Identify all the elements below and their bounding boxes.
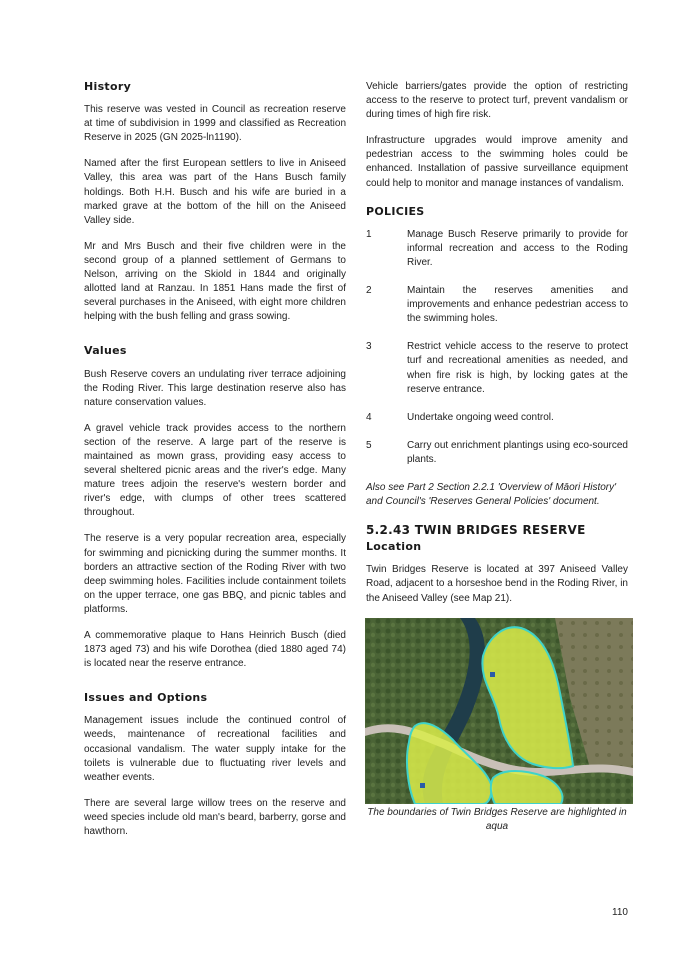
values-paragraph-4: A commemorative plaque to Hans Heinrich Busch (died 1873 aged 73) and his wife Dorothea (died 1880 aged 74) is located near the reserve entrance. (84, 630, 346, 670)
page-number: 110 (612, 907, 628, 918)
barriers-paragraph: Vehicle barriers/gates provide the option of restricting access to the reserve to protect turf, prevent vandalism or during times of high fire risk. (366, 81, 628, 121)
values-heading: Values (84, 344, 127, 358)
policy-text: Restrict vehicle access to the reserve to protect turf and recreational amenities as needed, and when fire risk is high, by locking gates at the reserve entrance. (407, 341, 628, 395)
history-paragraph-1: This reserve was vested in Council as recreation reserve at time of subdivision in 1999 and classified as Recreation Reserve in 2025 (GN 2025-ln1190). (84, 104, 346, 144)
values-paragraph-2: A gravel vehicle track provides access to the northern section of the reserve. A large part of the reserve is maintained as mown grass, providing easy access to several sheltered picnic areas and the river's edge. Many mature trees adjoin the reserve's western border and river's edge, with clumps of other trees scattered throughout. (84, 422, 346, 519)
left-column (84, 80, 346, 851)
policy-item (366, 411, 628, 425)
values-paragraph-3: The reserve is a very popular recreation area, especially for swimming and picnicking during the summer months. It borders an attractive section of the Roding River with two deep swimming holes. Facilities include containment toilets on the upper terrace, one gas BBQ, and picnic tables and platforms. (84, 533, 346, 615)
policy-number: 4 (366, 411, 372, 423)
policy-number: 2 (366, 285, 372, 297)
infrastructure-paragraph: Infrastructure upgrades would improve amenity and pedestrian access to the swimming holes could be enhanced. Installation of passive surveillance equipment could help to monitor and manage instances of vandalism. (366, 135, 628, 189)
policies-heading: POLICIES (366, 204, 425, 218)
map-caption: The boundaries of Twin Bridges Reserve are highlighted in aqua (367, 806, 627, 832)
policy-item (366, 439, 628, 467)
map-marker-icon (420, 783, 425, 788)
issues-paragraph-1: Management issues include the continued control of weeds, maintenance of recreational facilities and occasional vandalism. The water supply intake for the toilets is vulnerable due to fluctuating river levels and weather events. (84, 715, 346, 783)
issues-paragraph-2: There are several large willow trees on the reserve and weed species include old man's beard, barberry, gorse and hawthorn. (84, 797, 346, 838)
policy-item (366, 340, 628, 396)
policy-item (366, 284, 628, 326)
policy-item (366, 228, 628, 270)
policy-number: 5 (366, 439, 372, 451)
policy-number: 3 (366, 341, 372, 353)
issues-heading: Issues and Options (84, 691, 208, 705)
history-paragraph-2: Named after the first European settlers to live in Aniseed Valley, this area was part of the Hans Busch family holdings. Both H.H. Busch and his wife are buried in a marked grave at the bottom of the hill on the Aniseed Valley side. (84, 158, 346, 226)
policy-text: Undertake ongoing weed control. (407, 411, 554, 423)
also-see-note: Also see Part 2 Section 2.2.1 'Overview of Māori History' and Council's 'Reserves General Policies' document. (366, 481, 617, 508)
aerial-map-graphic (365, 618, 633, 804)
location-heading: Location (366, 540, 422, 554)
history-heading: History (84, 80, 132, 93)
section-heading: 5.2.43 TWIN BRIDGES RESERVE (366, 523, 586, 538)
policy-text: Maintain the reserves amenities and improvements and enhance pedestrian access to the swimming holes. (407, 285, 628, 325)
policy-text: Carry out enrichment plantings using eco-sourced plants. (407, 439, 628, 465)
reserve-aerial-map (365, 618, 633, 804)
values-paragraph-1: Bush Reserve covers an undulating river terrace adjoining the Roding River. This large destination reserve also has nature conservation values. (84, 368, 346, 408)
history-paragraph-3: Mr and Mrs Busch and their five children were in the second group of a planned settlement of Germans to Nelson, arriving on the Skiold in 1844 and originally allotted land at Ranzau. In 1851 Hans made the first of several purchases in the Aniseed, with eight more children helping with the bush felling and grass sowing. (84, 240, 346, 323)
policy-text: Manage Busch Reserve primarily to provide for informal recreation and access to the Roding River. (407, 228, 628, 268)
location-paragraph: Twin Bridges Reserve is located at 397 Aniseed Valley Road, adjacent to a horseshoe bend in the Roding River, in the Aniseed Valley (see Map 21). (366, 564, 628, 604)
policy-number: 1 (366, 228, 372, 240)
map-marker-icon (490, 672, 495, 677)
right-column (366, 80, 628, 834)
